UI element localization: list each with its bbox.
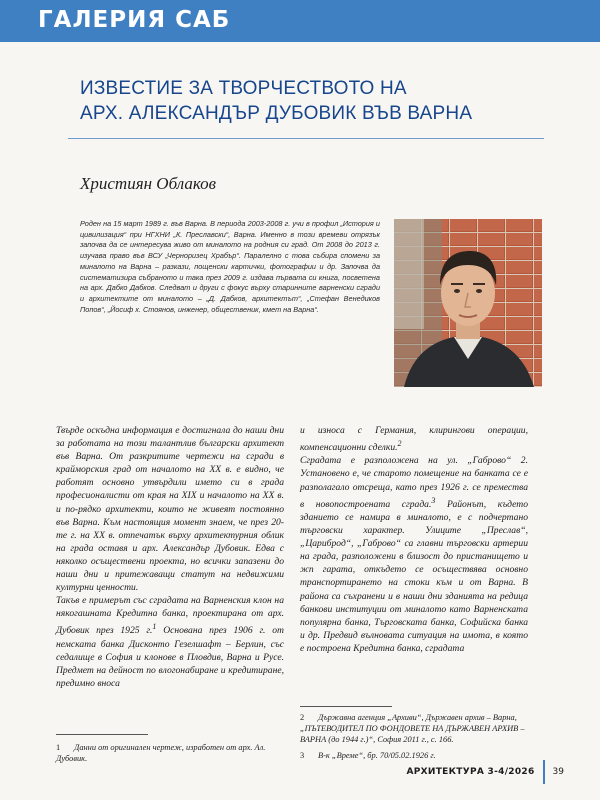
- article-title-line1: ИЗВЕСТИЕ ЗА ТВОРЧЕСТВОТО НА: [80, 78, 407, 99]
- footnote-divider: [300, 706, 392, 707]
- body-text: Основана през 1906 г. от немската банка Дисконто Гезелшафт – Берлин, със седалище в София и клонове в Пловдив, Варна и Русе. Предмет на дейност по влогонабиране и кредитиране, предимно вноса: [56, 625, 284, 689]
- body-paragraph: Твърде оскъдна информация е достигнала до наши дни за работата на този талантлив български архитект във Варна. От разкритите чертежи на сгради в крайморския град от началото на ХХ в. е видно, че работят основно утвърдили името си в града професионалисти от края на ХІХ и началото на ХХ в. и по-рядко архитекти, които не живеят постоянно във Варна. Към настоящия момент знаем, че през 20-те г. на ХХ в. отпечатък върху архитектурния облик на града оставя и арх. Александър Дубовик. Едва с няколко осъществени проекта, но всички запазени до наши дни и притежаващи статут на недвижими културни ценности.: [56, 425, 284, 594]
- footnote-number: 2: [300, 713, 305, 722]
- body-text: Сградата е разположена на ул. „Габрово“ 2. Установено е, че старото помещение на банката се е разполагало отсреща, като през 1926 г. се премества в новопостроената сграда.: [300, 455, 528, 510]
- section-header-bar: [0, 0, 600, 42]
- footnote-number: 3: [300, 751, 305, 760]
- article-title: [80, 76, 560, 126]
- footnote-number: 1: [56, 743, 61, 752]
- journal-name: АРХИТЕКТУРА 3-4/2026: [406, 767, 535, 777]
- footnote: [56, 742, 284, 764]
- footnote-ref: 3: [431, 495, 436, 505]
- footnote-text: В-к „Време“, бр. 70/05.02.1926 г.: [318, 751, 436, 760]
- footnote: [300, 712, 544, 746]
- body-paragraph: [300, 424, 528, 454]
- author-bio: Роден на 15 март 1989 г. във Варна. В периода 2003-2008 г. учи в профил „История и цивилизация“ при НГХНИ „К. Преславски“, Варна. Именно в този времеви отрязък започва да се интересува живо от миналото на родния си град. От 2008 до 2013 г. изучава право във ВСУ „Черноризец Храбър“. Паралелно с това събира спомени за миналото на Варна – разкази, пощенски картички, фотографии и др. Започва да систематизира събраното и така през 2009 г. издава първата си книга, посветена на арх. Дабко Дабков. Следват и други с фокус върху старинните варненски сгради и архитектите от миналото – „Д. Дабков, архитектът“, „Стефан Венедиков Попов“, „Йосиф х. Стоянов, инженер, общественик, кмет на Варна“.: [80, 219, 380, 314]
- article-column-right: [300, 424, 528, 655]
- portrait-image-icon: [394, 219, 542, 387]
- body-text: и износа с Германия, клирингови операции, компенсационни сделки.: [300, 425, 528, 454]
- article-column-left: [56, 424, 284, 690]
- page-number: 39: [552, 767, 564, 777]
- body-text: Районът, където зданието се намира в миналото, е с подчертано търговски характер. Улиците „Преслав“, „Цариброд“, „Габрово“ са главни търговски артерии на града, разположени в близост до пристанището и жп гарата, откъдето се осъществява основно транспортирането на стоки към и от Варна. В района са съхранени и в наши дни зданията на редица банкови институции от миналото като Варненската популярна банка, Търговската банка, Софийска банка и др. Предвид вълновата ситуация на имота, в която е построена Кредитна банка, сградата: [300, 498, 528, 654]
- footnote-text: Данни от оригинален чертеж, изработен от арх. Ал. Дубовик.: [56, 743, 266, 764]
- footnote-ref: 1: [152, 622, 157, 632]
- title-divider: [68, 138, 544, 139]
- footnote-text: Държавна агенция „Архиви“, Държавен архив – Варна, „ПЪТЕВОДИТЕЛ ПО ФОНДОВЕТЕ НА ДЪРЖАВЕН АРХИВ – ВАРНА (до 1944 г.)“, София 2011 г., с. 166.: [300, 713, 525, 745]
- footnote-divider: [56, 734, 148, 735]
- footnote: [300, 750, 544, 761]
- footer-separator: [543, 760, 545, 784]
- body-paragraph: [56, 594, 284, 690]
- author-name: Християн Облаков: [80, 174, 216, 193]
- body-paragraph: [300, 454, 528, 655]
- article-title-line2: АРХ. АЛЕКСАНДЪР ДУБОВИК ВЪВ ВАРНА: [80, 103, 473, 124]
- page-footer: [407, 764, 565, 780]
- footnote-ref: 2: [397, 439, 402, 449]
- body-text: Такъв е примерът със сградата на Варненския клон на някогашната Кредитна банка, проектирана от арх. Дубовик през 1925 г.: [56, 595, 284, 637]
- section-label: ГАЛЕРИЯ САБ: [38, 7, 231, 33]
- author-photo: [394, 219, 542, 387]
